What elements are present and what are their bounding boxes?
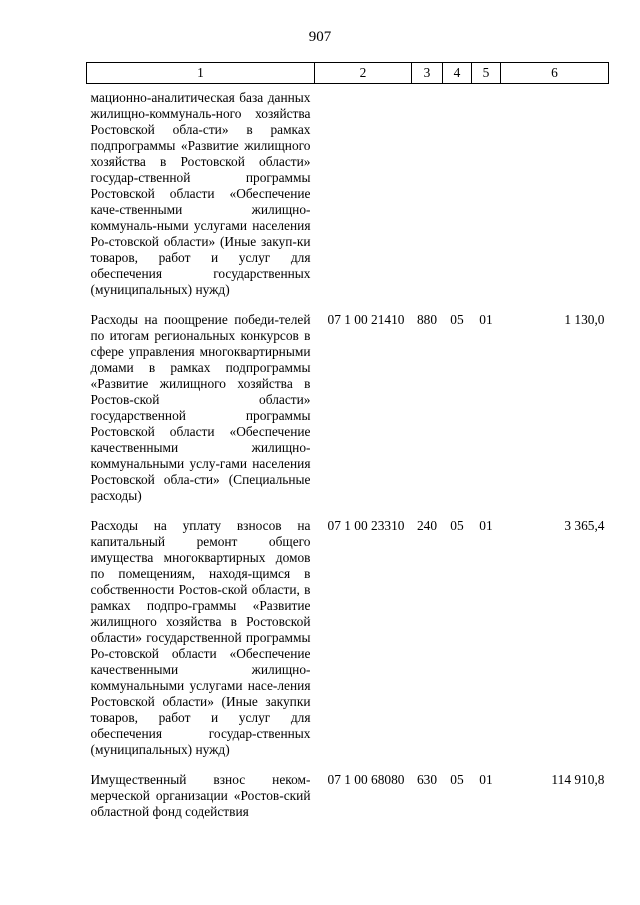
row-vr: 630 <box>416 772 438 787</box>
row-amount: 1 130,0 <box>564 312 605 327</box>
row-description: Имущественный взнос неком-мерческой организации «Ростов-ский областной фонд содействия <box>90 772 311 819</box>
row-amount <box>501 84 609 313</box>
row-pr: 01 <box>479 312 493 327</box>
row-rz: 05 <box>450 518 464 533</box>
table-row <box>87 84 609 313</box>
column-header: 5 <box>472 63 501 84</box>
column-header: 1 <box>87 63 315 84</box>
row-vr: 240 <box>416 518 438 533</box>
row-rz: 05 <box>450 312 464 327</box>
row-pr: 01 <box>479 518 493 533</box>
row-description: Расходы на уплату взносов на капитальный ремонт общего имущества многоквартирных домов по помещениям, находя-щимся в собственности Ростов-ской области, в рамках подпро-граммы «Развитие жилищного хозяйства в Ростовской области» государственной программы Ро-стовской области «Обеспечение качественными жилищно-коммунальными услугами насе-ления Ростовской области» (Иные закупки товаров, работ и услуг для обеспечения государ-ственных (муниципальных) нужд) <box>90 518 311 757</box>
table-row <box>87 772 609 834</box>
row-code: 07 1 00 23310 <box>327 518 405 533</box>
row-pr: 01 <box>479 772 493 787</box>
column-header: 3 <box>412 63 443 84</box>
row-vr <box>412 84 443 313</box>
row-code: 07 1 00 21410 <box>327 312 405 327</box>
row-code <box>315 84 412 313</box>
row-description: Расходы на поощрение победи-телей по итогам региональных конкурсов в сфере управления многоквартирными домами в рамках подпрограммы «Развитие жилищного хозяйства в Ростов-ской области» государственной программы Ростовской области «Обеспечение качественными жилищно-коммунальными услу-гами населения Ростовской обла-сти» (Специальные расходы) <box>90 312 311 503</box>
row-pr <box>472 84 501 313</box>
column-header: 4 <box>443 63 472 84</box>
table-header-row <box>87 63 609 84</box>
row-amount: 114 910,8 <box>551 772 605 787</box>
row-vr: 880 <box>416 312 438 327</box>
column-header: 2 <box>315 63 412 84</box>
row-rz <box>443 84 472 313</box>
table-row <box>87 518 609 772</box>
row-code: 07 1 00 68080 <box>327 772 405 787</box>
row-amount: 3 365,4 <box>564 518 605 533</box>
table-row <box>87 312 609 518</box>
column-header: 6 <box>501 63 609 84</box>
row-description: мационно-аналитическая база данных жилищно-коммуналь-ного хозяйства Ростовской обла-сти» в рамках подпрограммы «Развитие жилищного хозяйства в Ростовской области» государ-ственной программы Ростовской области «Обеспечение каче-ственными жилищно-коммуналь-ными услугами населения Ро-стовской области» (Иные закуп-ки товаров, работ и услуг для обеспечения государственных (муниципальных) нужд) <box>90 90 311 297</box>
page-number: 907 <box>308 29 332 45</box>
budget-table <box>86 62 609 834</box>
row-rz: 05 <box>450 772 464 787</box>
